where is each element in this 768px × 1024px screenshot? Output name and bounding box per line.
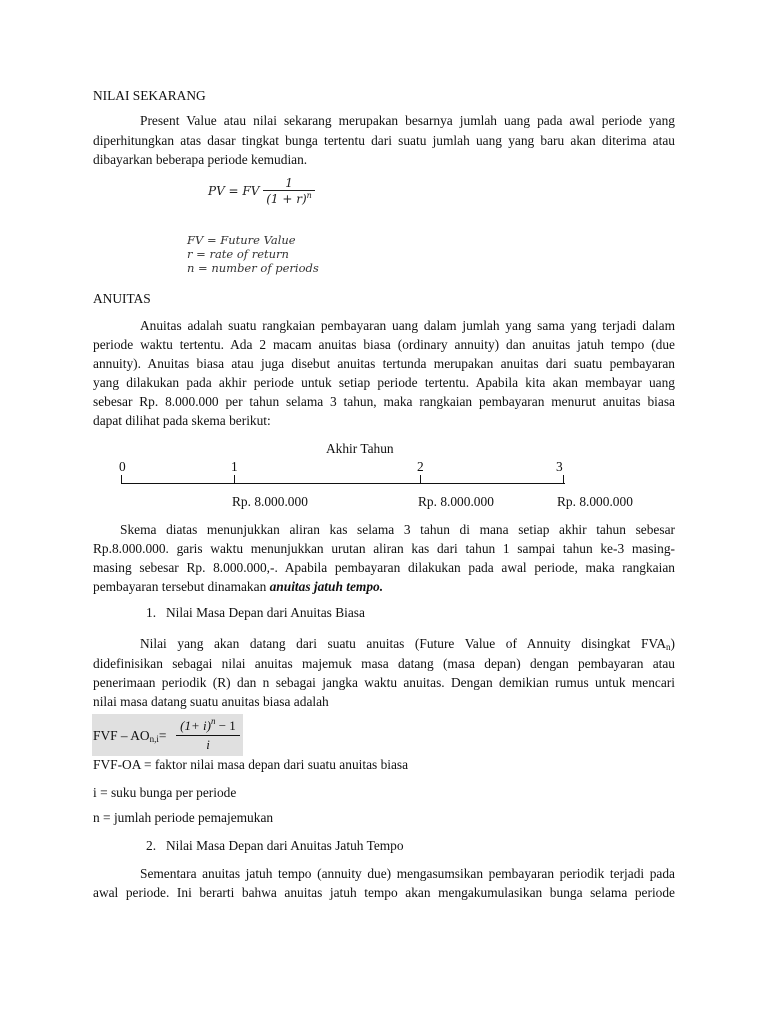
timeline-tick-label-1: 1 [231,459,238,474]
paragraph-line: awal periode. Ini berarti bahwa anuitas jatuh tempo akan mengakumulasikan bunga selama periode [93,885,675,900]
timeline-tick-3 [563,475,564,484]
paragraph-line: yang dilakukan pada akhir periode untuk setiap periode tertentu. Apabila kita akan membayar uang [93,375,675,390]
emphasis-anuitas-jatuh-tempo: anuitas jatuh tempo. [269,579,384,594]
paragraph-line [93,579,383,595]
definition-r: r = rate of return [187,247,289,261]
paragraph-text-end: ) [670,636,675,651]
paragraph-line: Skema diatas menunjukkan aliran kas selama 3 tahun di mana setiap akhir tahun sebesar [120,522,675,537]
formula-exponent: n [306,191,312,200]
formula-lhs-text: FVF – AO [93,728,150,743]
legend-n: n = jumlah periode pemajemukan [93,810,274,825]
formula-denominator-base: (1 + r) [266,192,307,206]
timeline-payment-1: Rp. 8.000.000 [232,494,308,509]
formula-numerator: 1 [285,176,293,190]
formula-lhs-subscript: n,i [149,734,159,744]
variable-definitions [187,233,319,275]
section-heading-anuitas: ANUITAS [93,291,151,306]
formula-num-base: (1+ i) [180,718,211,733]
paragraph-line: penerimaan periodik (R) dan n sebagai jangka waktu anuitas. Dengan demikian rumus untuk mencari [93,675,675,690]
paragraph-line: periode waktu tertentu. Ada 2 macam anuitas biasa (ordinary annuity) dan anuitas jatuh tempo (due [93,337,675,352]
paragraph-line: sebesar Rp. 8.000.000 per tahun selama 3 tahun, maka rangkaian pembayaran menurut anuitas biasa [93,394,675,409]
subscript-n: n [666,642,671,652]
timeline-tick-label-3: 3 [556,459,563,474]
formula-fvf-lhs [93,728,166,744]
timeline-payment-2: Rp. 8.000.000 [418,494,494,509]
timeline-tick-label-0: 0 [119,459,126,474]
timeline-tick-1 [234,475,235,484]
formula-fvf-numerator [176,716,240,736]
list-item-title: Nilai Masa Depan dari Anuitas Jatuh Tempo [166,838,404,853]
paragraph-line: masing sebesar Rp. 8.000.000,-. Apabila pembayaran dilakukan pada awal periode, maka rangkaian [93,560,675,575]
timeline-title: Akhir Tahun [326,441,394,456]
timeline-tick-2 [420,475,421,484]
section-heading-nilai-sekarang: NILAI SEKARANG [93,88,206,103]
list-item-number: 1. [146,605,157,620]
definition-n: n = number of periods [187,261,319,275]
paragraph-line: nilai masa datang suatu anuitas biasa adalah [93,694,329,709]
timeline-axis [121,483,565,484]
formula-denominator [263,190,315,206]
paragraph-line: annuity). Anuitas biasa atau juga disebut anuitas tertunda merupakan anuitas dari suatu pembayaran [93,356,675,371]
paragraph-line: diperhitungkan atas dasar tingkat bunga tertentu dari suatu jumlah uang yang baru akan diterima atau [93,133,675,148]
list-item-number: 2. [146,838,157,853]
formula-num-exponent: n [210,716,216,726]
timeline-tick-label-2: 2 [417,459,424,474]
present-value-formula [208,176,315,206]
formula-lhs: PV = FV [208,184,260,198]
definition-fv: FV = Future Value [187,233,296,247]
timeline-payment-3: Rp. 8.000.000 [557,494,633,509]
paragraph-text: Nilai yang akan datang dari suatu anuitas (Future Value of Annuity disingkat FVA [140,636,667,651]
paragraph-line: Rp.8.000.000. garis waktu menunjukkan urutan aliran kas dari tahun 1 sampai tahun ke-3 masing- [93,541,675,556]
formula-fraction [263,176,315,206]
paragraph-line: dibayarkan beberapa periode kemudian. [93,152,308,167]
formula-fvf-fraction [176,716,240,753]
paragraph-line: didefinisikan sebagai nilai anuitas majemuk masa datang (masa depan) dengan pembayaran atau [93,656,675,671]
paragraph-text: pembayaran tersebut dinamakan [93,579,270,594]
paragraph-line: Anuitas adalah suatu rangkaian pembayaran uang dalam jumlah yang sama yang terjadi dalam [140,318,675,333]
paragraph-line [140,636,675,652]
paragraph-line: Sementara anuitas jatuh tempo (annuity due) mengasumsikan pembayaran periodik terjadi pada [140,866,675,881]
paragraph-line: Present Value atau nilai sekarang merupakan besarnya jumlah uang pada awal periode yang [140,113,675,128]
formula-equals: = [158,728,167,743]
legend-i: i = suku bunga per periode [93,785,237,800]
formula-fvf-denominator: i [206,737,210,752]
paragraph-line: dapat dilihat pada skema berikut: [93,413,271,428]
timeline-tick-0 [121,475,122,484]
list-item-title: Nilai Masa Depan dari Anuitas Biasa [166,605,365,620]
legend-fvf-oa: FVF-OA = faktor nilai masa depan dari suatu anuitas biasa [93,757,409,772]
formula-num-tail: − 1 [215,718,236,733]
